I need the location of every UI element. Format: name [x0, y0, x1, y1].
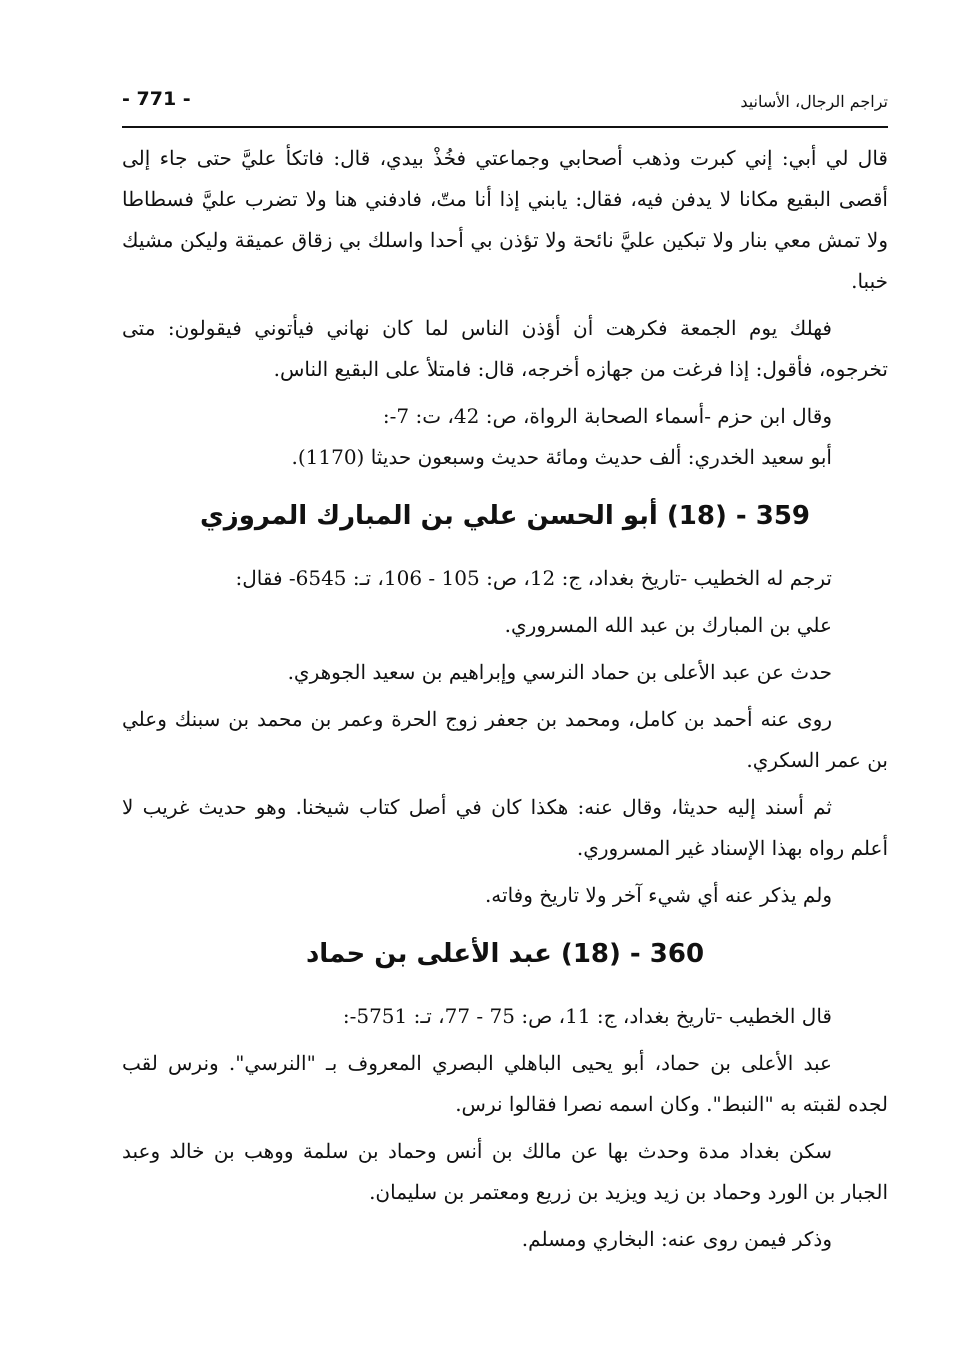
paragraph: علي بن المبارك بن عبد الله المسروري.: [504, 613, 832, 637]
paragraph: قال لي أبي: إني كبرت وذهب أصحابي وجماعتي فخُذْ بيدي، قال: فاتكأ عليَّ حتى جاء إلى أقصى البقيع مكانا لا يدفن فيه، فقال: يابني إذا أنا متّ، فادفني هنا ولا تضرب عليَّ فسطاطا ولا تمش معي بنار ولا تبكين عليَّ نائحة ولا تؤذن بي أحدا واسلك بي زقاق عميقة وليكن مشيك خببا.: [122, 146, 888, 293]
paragraph: ثم أسند إليه حديثا، وقال عنه: هكذا كان في أصل كتاب شيخنا. وهو حديث غريب لا أعلم رواه بهذا الإسناد غير المسروري.: [122, 795, 888, 860]
page-body: [122, 138, 888, 1266]
page-header: [122, 84, 888, 124]
paragraph: روى عنه أحمد بن كامل، ومحمد بن جعفر زوج الحرة وعمر بن محمد بن سبنك وعلي بن عمر السكري.: [122, 707, 888, 772]
paragraph: حدث عن عبد الأعلى بن حماد النرسي وإبراهيم بن سعيد الجوهري.: [287, 660, 832, 684]
paragraph: أبو سعيد الخدري: ألف حديث ومائة حديث وسبعون حديثا (1170).: [291, 445, 832, 469]
paragraph: وذكر فيمن روى عنه: البخاري ومسلم.: [521, 1227, 832, 1251]
paragraph: ترجم له الخطيب -تاريخ بغداد، ج: 12، ص: 105 - 106، تـ: 6545- فقال:: [235, 566, 832, 590]
running-title: تراجم الرجال، الأسانيد: [740, 92, 888, 111]
paragraph: قال الخطيب -تاريخ بغداد، ج: 11، ص: 75 - 77، تـ: 5751-:: [342, 1004, 832, 1028]
header-rule: [122, 126, 888, 128]
paragraph: ولم يذكر عنه أي شيء آخر ولا تاريخ وفاته.: [484, 883, 832, 907]
page-number: - 771 -: [122, 88, 191, 110]
section-heading-360: 360 - (18) عبد الأعلى بن حماد: [305, 939, 705, 969]
section-heading-359: 359 - (18) أبو الحسن علي بن المبارك المروزي: [199, 501, 811, 531]
paragraph: فهلك يوم الجمعة فكرهت أن أؤذن الناس لما كان نهاني فيأتوني فيقولون: متى تخرجوه، فأقول: إذا فرغت من جهازه أخرجه، قال: فامتلأ على البقيع الناس.: [122, 316, 888, 381]
paragraph: وقال ابن حزم -أسماء الصحابة الرواة، ص: 42، ت: 7-:: [382, 404, 832, 428]
paragraph: سكن بغداد مدة وحدث بها عن مالك بن أنس وحماد بن سلمة ووهب بن خالد وعبد الجبار بن الورد وحماد بن زيد ويزيد بن زريع ومعتمر بن سليمان.: [122, 1139, 888, 1204]
paragraph: عبد الأعلى بن حماد، أبو يحيى الباهلي البصري المعروف بـ "النرسي". ونرس لقب لجده لقبته به "النبط". وكان اسمه نصرا فقالوا نرس.: [122, 1051, 888, 1116]
